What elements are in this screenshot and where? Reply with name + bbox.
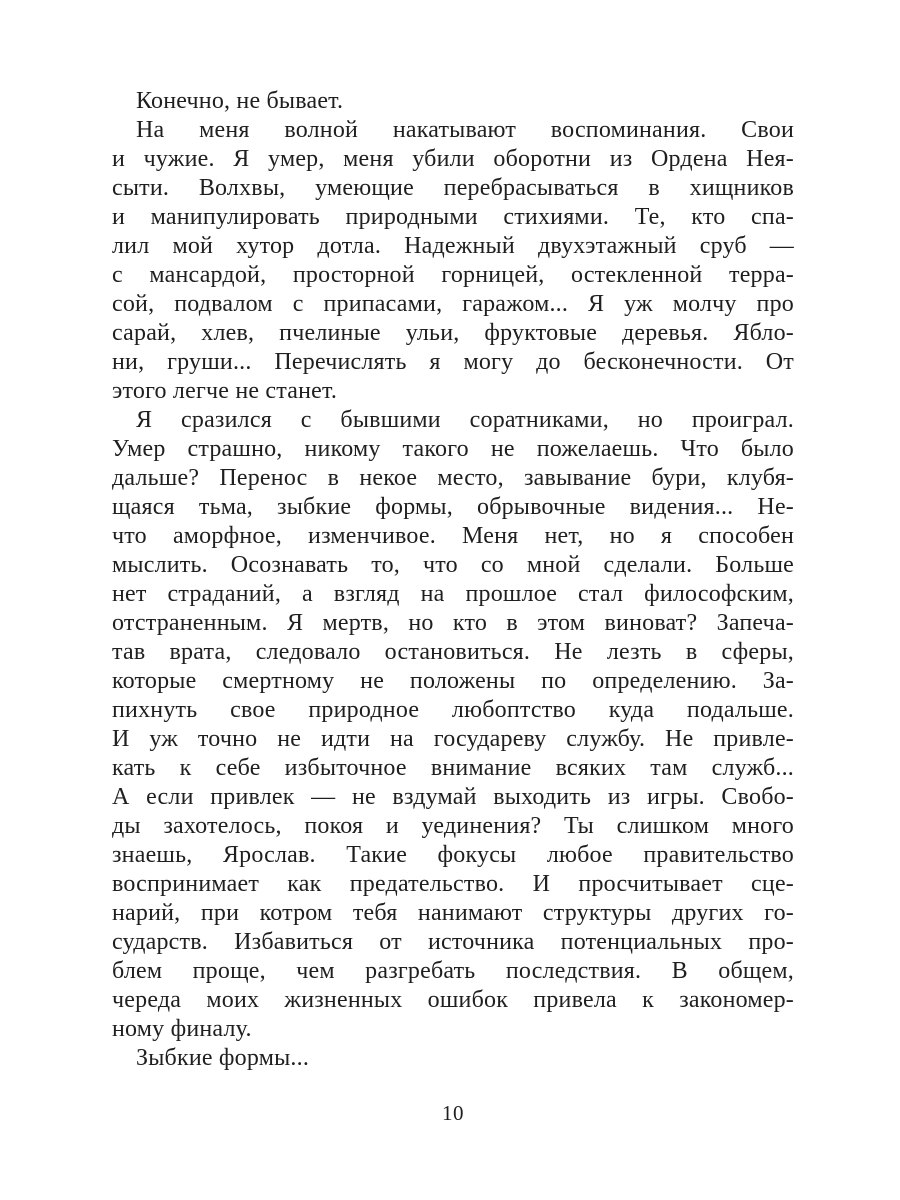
text-line: нет страданий, а взгляд на прошлое стал философским, — [112, 581, 794, 607]
text-line: сой, подвалом с припасами, гаражом... Я уж молчу про — [112, 291, 794, 317]
text-line: череда моих жизненных ошибок привела к закономер- — [112, 987, 794, 1013]
text-line: тав врата, следовало остановиться. Не лезть в сферы, — [112, 639, 794, 665]
text-line: воспринимает как предательство. И просчитывает сце- — [112, 871, 794, 897]
text-line: ни, груши... Перечислять я могу до бесконечности. От — [112, 349, 794, 375]
text-line: ному финалу. — [112, 1016, 252, 1042]
text-line: знаешь, Ярослав. Такие фокусы любое правительство — [112, 842, 794, 868]
text-line: и чужие. Я умер, меня убили оборотни из Ордена Нея- — [112, 146, 794, 172]
text-line: сударств. Избавиться от источника потенциальных про- — [112, 929, 794, 955]
text-line: А если привлек — не вздумай выходить из игры. Свобо- — [112, 784, 794, 810]
text-line: с мансардой, просторной горницей, остекленной терра- — [112, 262, 794, 288]
text-line: ды захотелось, покоя и уединения? Ты слишком много — [112, 813, 794, 839]
text-line: сарай, хлев, пчелиные ульи, фруктовые деревья. Ябло- — [112, 320, 794, 346]
text-line: Зыбкие формы... — [136, 1045, 310, 1071]
text-line: И уж точно не идти на государеву службу. Не привле- — [112, 726, 794, 752]
text-line: отстраненным. Я мертв, но кто в этом виноват? Запеча- — [112, 610, 794, 636]
text-line: Конечно, не бывает. — [136, 88, 344, 114]
text-line: лил мой хутор дотла. Надежный двухэтажный сруб — — [112, 233, 794, 259]
text-line: мыслить. Осознавать то, что со мной сделали. Больше — [112, 552, 794, 578]
text-line: блем проще, чем разгребать последствия. В общем, — [112, 958, 794, 984]
text-line: пихнуть свое природное любоптство куда подальше. — [112, 697, 794, 723]
text-line: что аморфное, изменчивое. Меня нет, но я способен — [112, 523, 794, 549]
text-line: которые смертному не положены по определению. За- — [112, 668, 794, 694]
page-text — [112, 87, 794, 1073]
text-line: кать к себе избыточное внимание всяких там служб... — [112, 755, 794, 781]
text-line: дальше? Перенос в некое место, завывание бури, клубя- — [112, 465, 794, 491]
text-line: щаяся тьма, зыбкие формы, обрывочные видения... Не- — [112, 494, 794, 520]
text-line: нарий, при котром тебя нанимают структуры других го- — [112, 900, 794, 926]
page-number: 10 — [442, 1101, 464, 1125]
text-line: На меня волной накатывают воспоминания. Свои — [136, 117, 794, 143]
text-line: Я сразился с бывшими соратниками, но проиграл. — [136, 407, 794, 433]
text-line: и манипулировать природными стихиями. Те, кто спа- — [112, 204, 794, 230]
text-line: Умер страшно, никому такого не пожелаешь. Что было — [112, 436, 794, 462]
text-line: сыти. Волхвы, умеющие перебрасываться в хищников — [112, 175, 794, 201]
text-line: этого легче не станет. — [112, 378, 338, 404]
